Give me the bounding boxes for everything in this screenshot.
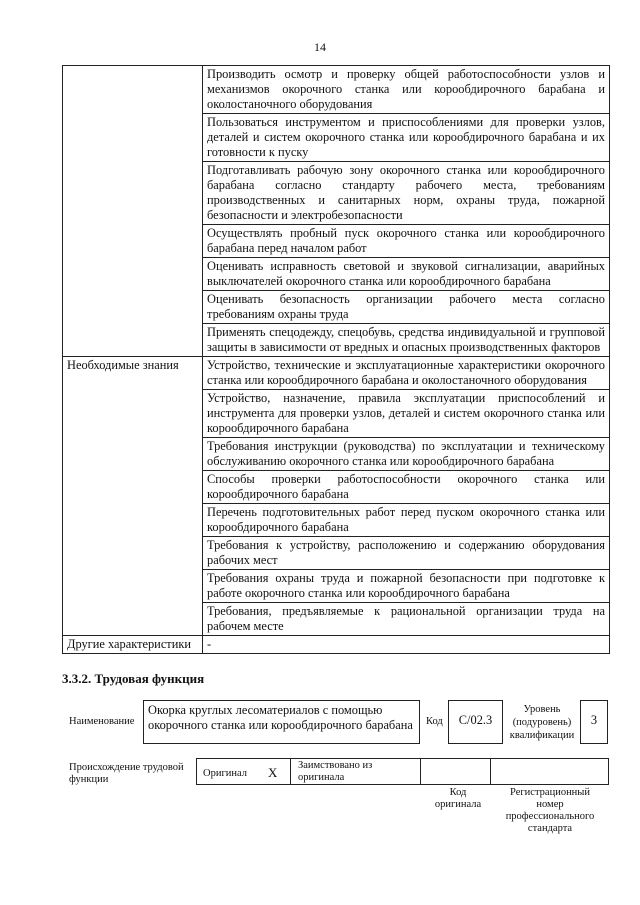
item-text: Подготавливать рабочую зону окорочного станка или корообдирочного барабана согласно стандарту рабочего места, требованиям производственных и санитарных норм, охраны труда, пожарной безопасности и электробезопасности	[203, 162, 610, 225]
item-text: Пользоваться инструментом и приспособлениями для проверки узлов, деталей и систем окорочного станка или корообдирочного барабана и их готовности к пуску	[203, 114, 610, 162]
level-box	[580, 700, 608, 744]
code-value: C/02.3	[458, 713, 493, 727]
row-label: Другие характеристики	[63, 636, 203, 654]
item-text: Применять спецодежду, спецобувь, средства индивидуальной и групповой защиты в зависимости от вредных и опасных производственных факторов	[203, 324, 610, 357]
item-text: Оценивать безопасность организации рабочего места согласно требованиям охраны труда	[203, 291, 610, 324]
code-original-label: Код оригинала	[434, 787, 482, 810]
item-text: Требования инструкции (руководства) по эксплуатации и техническому обслуживанию окорочного станка или корообдирочного барабана	[203, 438, 610, 471]
skill-row	[63, 66, 610, 114]
origin-divider-1	[290, 758, 291, 785]
item-text: Требования к устройству, расположению и содержанию оборудования рабочих мест	[203, 537, 610, 570]
borrowed-label: Заимствовано из оригинала	[298, 760, 373, 783]
origin-divider-3	[490, 758, 491, 785]
row-label	[63, 66, 203, 357]
other-row	[63, 636, 610, 654]
knowledge-row	[63, 357, 610, 390]
original-mark: X	[268, 765, 278, 780]
function-name-value: Окорка круглых лесоматериалов с помощью окорочного станка или корообдирочного барабана	[148, 703, 413, 732]
item-text: Перечень подготовительных работ перед пуском окорочного станка или корообдирочного барабана	[203, 504, 610, 537]
level-value: 3	[590, 713, 598, 727]
item-text: Устройство, технические и эксплуатационные характеристики окорочного станка или корообдирочного барабана и околостаночного оборудования	[203, 357, 610, 390]
code-label: Код	[426, 716, 443, 727]
code-box	[448, 700, 503, 744]
item-text: Требования, предъявляемые к рациональной организации труда на рабочем месте	[203, 603, 610, 636]
row-label: Необходимые знания	[63, 357, 203, 636]
origin-divider-2	[420, 758, 421, 785]
item-text: Оценивать исправность световой и звуковой сигнализации, аварийных выключателей окорочного станка или корообдирочного барабана	[203, 258, 610, 291]
function-name-box	[143, 700, 420, 744]
item-text: Способы проверки работоспособности окорочного станка или корообдирочного барабана	[203, 471, 610, 504]
item-text: Устройство, назначение, правила эксплуатации приспособлений и инструмента для проверки узлов, деталей и систем окорочного станка или корообдирочного барабана	[203, 390, 610, 438]
page-number: 14	[314, 40, 326, 54]
section-title: 3.3.2. Трудовая функция	[62, 671, 205, 686]
item-text: Производить осмотр и проверку общей работоспособности узлов и механизмов окорочного станка или корообдирочного барабана и околостаночного оборудования	[203, 66, 610, 114]
other-value: -	[203, 636, 610, 654]
item-text: Требования охраны труда и пожарной безопасности при подготовке к работе окорочного станка или корообдирочного барабана	[203, 570, 610, 603]
origin-label: Происхождение трудовой функции	[69, 762, 184, 785]
level-label: Уровень (подуровень) квалификации	[509, 704, 575, 741]
item-text: Осуществлять пробный пуск окорочного станка или корообдирочного барабана перед началом работ	[203, 225, 610, 258]
competency-table	[62, 65, 610, 654]
original-label: Оригинал	[203, 768, 247, 779]
registration-number-label: Регистрационный номер профессионального стандарта	[505, 787, 595, 834]
name-label: Наименование	[69, 716, 135, 727]
